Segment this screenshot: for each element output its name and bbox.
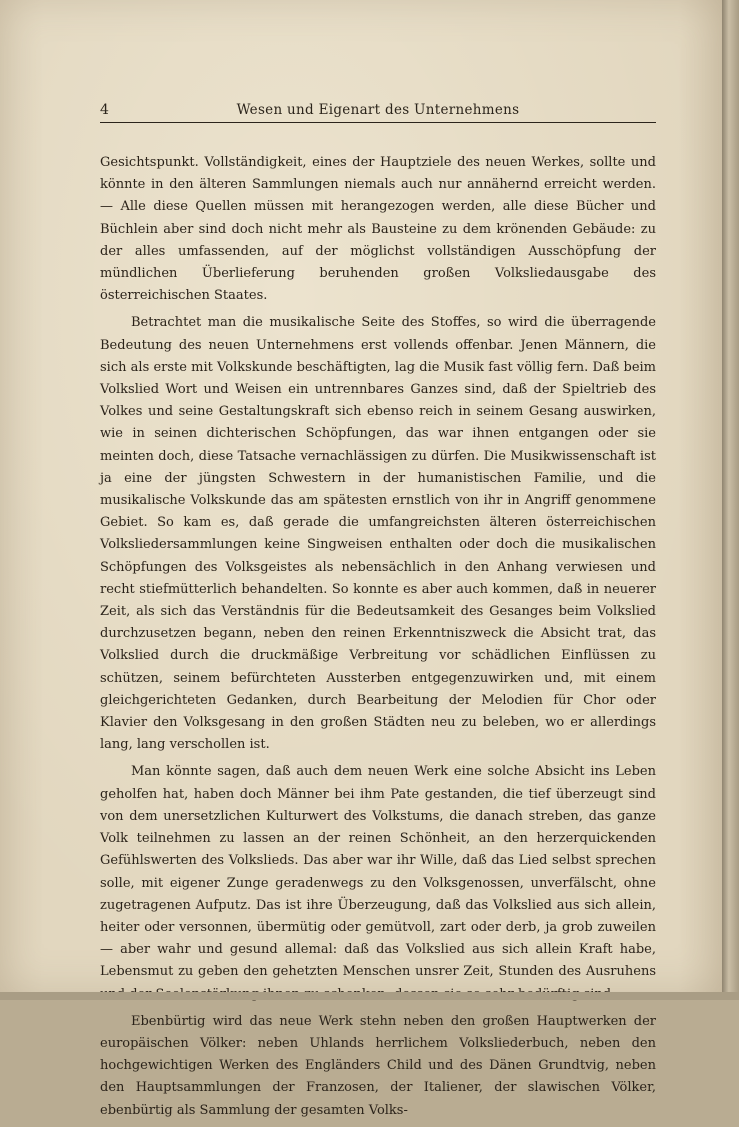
running-head: Wesen und Eigenart des Unternehmens: [236, 102, 520, 118]
page-number: 4: [100, 102, 109, 118]
paragraph: Gesichtspunkt. Vollständigkeit, eines der Hauptziele des neuen Werkes, sollte und könnte in den älteren Sammlungen niemals auch nur annähernd erreicht werden. — Alle diese Quellen müssen mit herangezogen werden, alle diese Bücher und Büchlein aber sind doch nicht mehr als Bausteine zu dem krönenden Gebäude: zu der alles umfassenden, auf der möglichst vollständigen Ausschöpfung der mündlichen Überlieferung beruhenden großen Volksliedausgabe des österreichischen Staates.: [100, 155, 656, 304]
book-spine-edge: [722, 0, 739, 1000]
paragraph: Betrachtet man die musikalische Seite des Stoffes, so wird die überragende Bedeutung des neuen Unternehmens erst vollends offenbar. Jenen Männern, die sich als erste mit Volkskunde beschäftigten, lag die Musik fast völlig fern. Daß beim Volkslied Wort und Weisen ein untrennbares Ganzes sind, daß der Spieltrieb des Volkes und seine Gestaltungskraft sich ebenso reich in seinem Gesang auswirken, wie in seinen dichterischen Schöpfungen, das war ihnen entgangen oder sie meinten doch, diese Tatsache vernachlässigen zu dürfen. Die Musikwissenschaft ist ja eine der jüngsten Schwestern in der humanistischen Familie, und die musikalische Volkskunde das am spätesten ernstlich von ihr in Angriff genommene Gebiet. So kam es, daß gerade die umfangreichsten älteren österreichischen Volksliedersammlungen keine Singweisen enthalten oder doch die musikalischen Schöpfungen des Volksgeistes als nebensächlich in den Anhang verwiesen und recht stiefmütterlich behandelten. So konnte es aber auch kommen, daß in neuerer Zeit, als sich das Verständnis für die Bedeutsamkeit des Gesanges beim Volkslied durchzusetzen begann, neben den reinen Erkenntniszweck die Absicht trat, das Volkslied durch die druckmäßige Verbreitung vor schädlichen Einflüssen zu schützen, seinem befürchteten Aussterben entgegenzuwirken und, mit einem gleichgerichteten Gedanken, durch Bearbeitung der Melodien für Chor oder Klavier den Volksgesang in den großen Städten neu zu beleben, wo er allerdings lang, lang verschollen ist.: [100, 315, 656, 753]
paragraph: Ebenbürtig wird das neue Werk stehn neben den großen Hauptwerken der europäischen Völker: neben Uhlands herrlichem Volksliederbuch, neben den hochgewichtigen Werken des Engländers Child und des Dänen Grundtvig, neben den Hauptsammlungen der Franzosen, der Italiener, der slawischen Völker, ebenbürtig als Sammlung der gesamten Volks-: [100, 1013, 656, 1118]
body-text: [100, 152, 656, 1127]
paragraph: Man könnte sagen, daß auch dem neuen Werk eine solche Absicht ins Leben geholfen hat, haben doch Männer bei ihm Pate gestanden, die tief überzeugt sind von dem unersetzlichen Kulturwert des Volkstums, die danach streben, das ganze Volk teilnehmen zu lassen an der reinen Schönheit, an den herzerquickenden Gefühlswerten des Volkslieds. Das aber war ihr Wille, daß das Lied selbst sprechen solle, mit eigener Zunge geradenwegs zu den Volksgenossen, unverfälscht, ohne zugetragenen Aufputz. Das ist ihre Überzeugung, daß das Volkslied aus sich allein, heiter oder versonnen, übermütig oder gemütvoll, zart oder derb, ja grob zuweilen — aber wahr und gesund allemal: daß das Volkslied aus sich allein Kraft habe, Lebensmut zu geben den gehetzten Menschen unsrer Zeit, Stunden des Ausruhens: [100, 764, 656, 980]
page-header: [100, 100, 656, 123]
page-bottom-edge: [0, 992, 739, 1000]
